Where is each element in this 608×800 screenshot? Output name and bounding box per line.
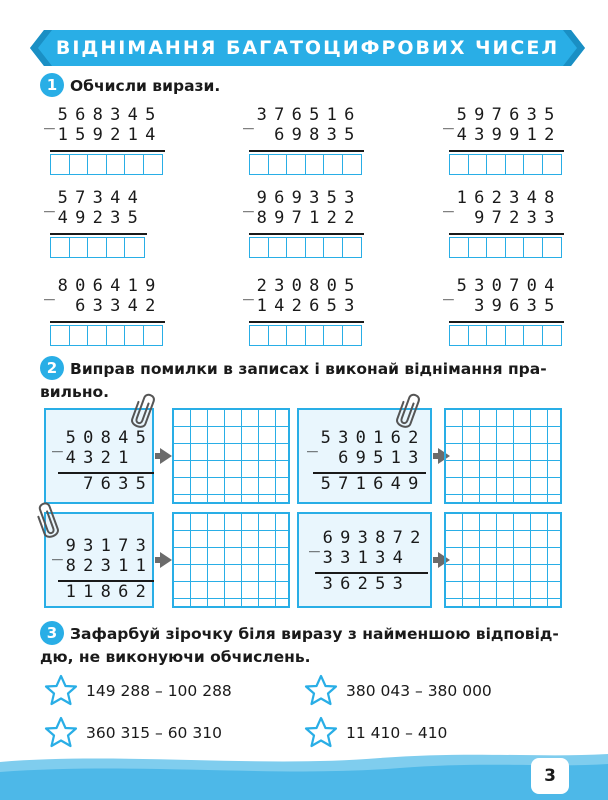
answer-digit-box[interactable] xyxy=(324,238,343,257)
star-option[interactable] xyxy=(44,716,222,749)
answer-digit-box[interactable] xyxy=(450,155,469,174)
subtrahend: 8 9 7 1 2 2 xyxy=(256,208,355,228)
result-line xyxy=(50,150,165,152)
answer-digit-box[interactable] xyxy=(450,238,469,257)
answer-digit-box[interactable] xyxy=(107,155,126,174)
result-line xyxy=(249,150,364,152)
subtrahend: 1 4 2 6 5 3 xyxy=(256,296,355,316)
minuend: 1 6 2 3 4 8 xyxy=(456,188,555,208)
result-line xyxy=(449,321,564,323)
incorrect-calculation-card xyxy=(297,512,432,608)
minus-sign: _ xyxy=(443,109,454,130)
minus-sign: _ xyxy=(243,109,254,130)
answer-digit-box[interactable] xyxy=(70,326,89,345)
arrow-right-icon xyxy=(160,448,172,464)
answer-boxes[interactable] xyxy=(50,237,145,258)
subtrahend: 4 3 2 1 xyxy=(65,448,129,468)
answer-digit-box[interactable] xyxy=(487,238,506,257)
answer-digit-box[interactable] xyxy=(306,238,325,257)
answer-boxes[interactable] xyxy=(50,154,163,175)
subtrahend: 9 7 2 3 3 xyxy=(474,208,555,228)
answer-digit-box[interactable] xyxy=(51,155,70,174)
title-banner xyxy=(30,30,585,66)
result-line xyxy=(449,233,564,235)
answer-digit-box[interactable] xyxy=(125,326,144,345)
answer-boxes[interactable] xyxy=(449,237,562,258)
expression-label: 360 315 – 60 310 xyxy=(86,723,222,742)
wrong-result: 7 6 3 5 xyxy=(83,474,146,494)
answer-digit-box[interactable] xyxy=(107,326,126,345)
answer-digit-box[interactable] xyxy=(487,155,506,174)
answer-digit-box[interactable] xyxy=(324,155,343,174)
answer-boxes[interactable] xyxy=(50,325,163,346)
answer-grid[interactable] xyxy=(172,408,290,504)
answer-digit-box[interactable] xyxy=(450,326,469,345)
answer-grid[interactable] xyxy=(444,512,562,608)
answer-digit-box[interactable] xyxy=(70,238,89,257)
minus-sign: _ xyxy=(52,540,63,561)
result-line xyxy=(449,150,564,152)
result-line xyxy=(50,233,147,235)
minus-sign: _ xyxy=(243,280,254,301)
minuend: 9 3 1 7 3 xyxy=(65,536,146,556)
star-option[interactable] xyxy=(304,716,447,749)
task-instruction: Обчисли вирази. xyxy=(70,77,221,95)
task-3-heading xyxy=(40,621,580,671)
task-instruction-line2: дю, не виконуючи обчислень. xyxy=(40,648,311,666)
subtrahend: 3 3 1 3 4 xyxy=(322,548,403,568)
answer-digit-box[interactable] xyxy=(469,155,488,174)
answer-digit-box[interactable] xyxy=(125,238,144,257)
star-icon[interactable] xyxy=(44,716,78,749)
minus-sign: _ xyxy=(44,192,55,213)
paper-clip-icon xyxy=(30,497,64,542)
subtrahend: 6 3 3 4 2 xyxy=(75,296,156,316)
answer-digit-box[interactable] xyxy=(144,155,163,174)
minus-sign: _ xyxy=(52,432,63,453)
star-icon[interactable] xyxy=(304,674,338,707)
star-icon[interactable] xyxy=(44,674,78,707)
task-instruction-line1: Виправ помилки в записах і виконай віднімання пра- xyxy=(70,360,547,378)
answer-digit-box[interactable] xyxy=(250,326,269,345)
answer-grid[interactable] xyxy=(444,408,562,504)
star-option[interactable] xyxy=(44,674,232,707)
answer-digit-box[interactable] xyxy=(51,238,70,257)
subtrahend: 6 9 5 1 3 xyxy=(338,448,419,468)
page-title: ВІДНІМАННЯ БАГАТОЦИФРОВИХ ЧИСЕЛ xyxy=(55,37,560,59)
minus-sign: _ xyxy=(44,280,55,301)
answer-digit-box[interactable] xyxy=(88,326,107,345)
answer-boxes[interactable] xyxy=(249,325,362,346)
answer-digit-box[interactable] xyxy=(70,155,89,174)
answer-digit-box[interactable] xyxy=(125,155,144,174)
minuend: 6 9 3 8 7 2 xyxy=(322,528,421,548)
page-number: 3 xyxy=(531,758,569,794)
wrong-result: 1 1 8 6 2 xyxy=(65,582,146,602)
answer-digit-box[interactable] xyxy=(543,238,562,257)
answer-digit-box[interactable] xyxy=(88,155,107,174)
answer-digit-box[interactable] xyxy=(250,238,269,257)
task-1-heading xyxy=(40,73,220,100)
answer-boxes[interactable] xyxy=(449,154,562,175)
minuend: 5 0 8 4 5 xyxy=(65,428,146,448)
answer-digit-box[interactable] xyxy=(487,326,506,345)
minuend: 2 3 0 8 0 5 xyxy=(256,276,355,296)
answer-digit-box[interactable] xyxy=(107,238,126,257)
subtrahend: 3 9 6 3 5 xyxy=(474,296,555,316)
answer-boxes[interactable] xyxy=(249,237,362,258)
arrow-right-icon xyxy=(160,552,172,568)
minus-sign: _ xyxy=(309,532,320,553)
expression-label: 380 043 – 380 000 xyxy=(346,681,492,700)
wrong-result: 5 7 1 6 4 9 xyxy=(320,474,419,494)
answer-digit-box[interactable] xyxy=(506,326,525,345)
task-instruction-line2: вильно. xyxy=(40,383,110,401)
answer-boxes[interactable] xyxy=(449,325,562,346)
answer-digit-box[interactable] xyxy=(524,155,543,174)
minuend: 5 3 0 1 6 2 xyxy=(320,428,419,448)
footer-wave xyxy=(0,748,608,800)
answer-digit-box[interactable] xyxy=(287,238,306,257)
answer-digit-box[interactable] xyxy=(543,326,562,345)
expression-label: 11 410 – 410 xyxy=(346,723,448,742)
answer-digit-box[interactable] xyxy=(144,326,163,345)
subtrahend: 4 3 9 9 1 2 xyxy=(456,125,555,145)
star-icon[interactable] xyxy=(304,716,338,749)
answer-digit-box[interactable] xyxy=(287,155,306,174)
subtrahend: 1 5 9 2 1 4 xyxy=(57,125,156,145)
answer-digit-box[interactable] xyxy=(543,155,562,174)
minus-sign: _ xyxy=(243,192,254,213)
result-line xyxy=(249,321,364,323)
minuend: 3 7 6 5 1 6 xyxy=(256,105,355,125)
subtrahend: 4 9 2 3 5 xyxy=(57,208,138,228)
answer-digit-box[interactable] xyxy=(524,238,543,257)
answer-boxes[interactable] xyxy=(249,154,362,175)
answer-digit-box[interactable] xyxy=(269,326,288,345)
minus-sign: _ xyxy=(443,280,454,301)
minus-sign: _ xyxy=(307,432,318,453)
minus-sign: _ xyxy=(44,109,55,130)
answer-digit-box[interactable] xyxy=(343,155,362,174)
answer-digit-box[interactable] xyxy=(88,238,107,257)
task-number-badge: 2 xyxy=(40,356,64,380)
answer-digit-box[interactable] xyxy=(269,238,288,257)
subtrahend: 8 2 3 1 1 xyxy=(65,556,146,576)
minuend: 9 6 9 3 5 3 xyxy=(256,188,355,208)
answer-digit-box[interactable] xyxy=(343,238,362,257)
answer-digit-box[interactable] xyxy=(250,155,269,174)
answer-digit-box[interactable] xyxy=(469,326,488,345)
expression-label: 149 288 – 100 288 xyxy=(86,681,232,700)
minuend: 5 3 0 7 0 4 xyxy=(456,276,555,296)
task-2-heading xyxy=(40,356,580,406)
subtrahend: 6 9 8 3 5 xyxy=(274,125,355,145)
wrong-result: 3 6 2 5 3 xyxy=(322,574,403,594)
answer-digit-box[interactable] xyxy=(343,326,362,345)
result-line xyxy=(249,233,364,235)
task-instruction-line1: Зафарбуй зірочку біля виразу з найменшою відповід- xyxy=(70,625,559,643)
minuend: 5 9 7 6 3 5 xyxy=(456,105,555,125)
answer-digit-box[interactable] xyxy=(506,238,525,257)
answer-digit-box[interactable] xyxy=(506,155,525,174)
task-number-badge: 1 xyxy=(40,73,64,97)
answer-digit-box[interactable] xyxy=(524,326,543,345)
answer-grid[interactable] xyxy=(172,512,290,608)
star-option[interactable] xyxy=(304,674,492,707)
answer-digit-box[interactable] xyxy=(469,238,488,257)
task-number-badge: 3 xyxy=(40,621,64,645)
answer-digit-box[interactable] xyxy=(324,326,343,345)
minuend: 5 7 3 4 4 xyxy=(57,188,138,208)
answer-digit-box[interactable] xyxy=(306,155,325,174)
answer-digit-box[interactable] xyxy=(287,326,306,345)
result-line xyxy=(50,321,165,323)
answer-digit-box[interactable] xyxy=(306,326,325,345)
minuend: 5 6 8 3 4 5 xyxy=(57,105,156,125)
minuend: 8 0 6 4 1 9 xyxy=(57,276,156,296)
minus-sign: _ xyxy=(443,192,454,213)
answer-digit-box[interactable] xyxy=(51,326,70,345)
answer-digit-box[interactable] xyxy=(269,155,288,174)
